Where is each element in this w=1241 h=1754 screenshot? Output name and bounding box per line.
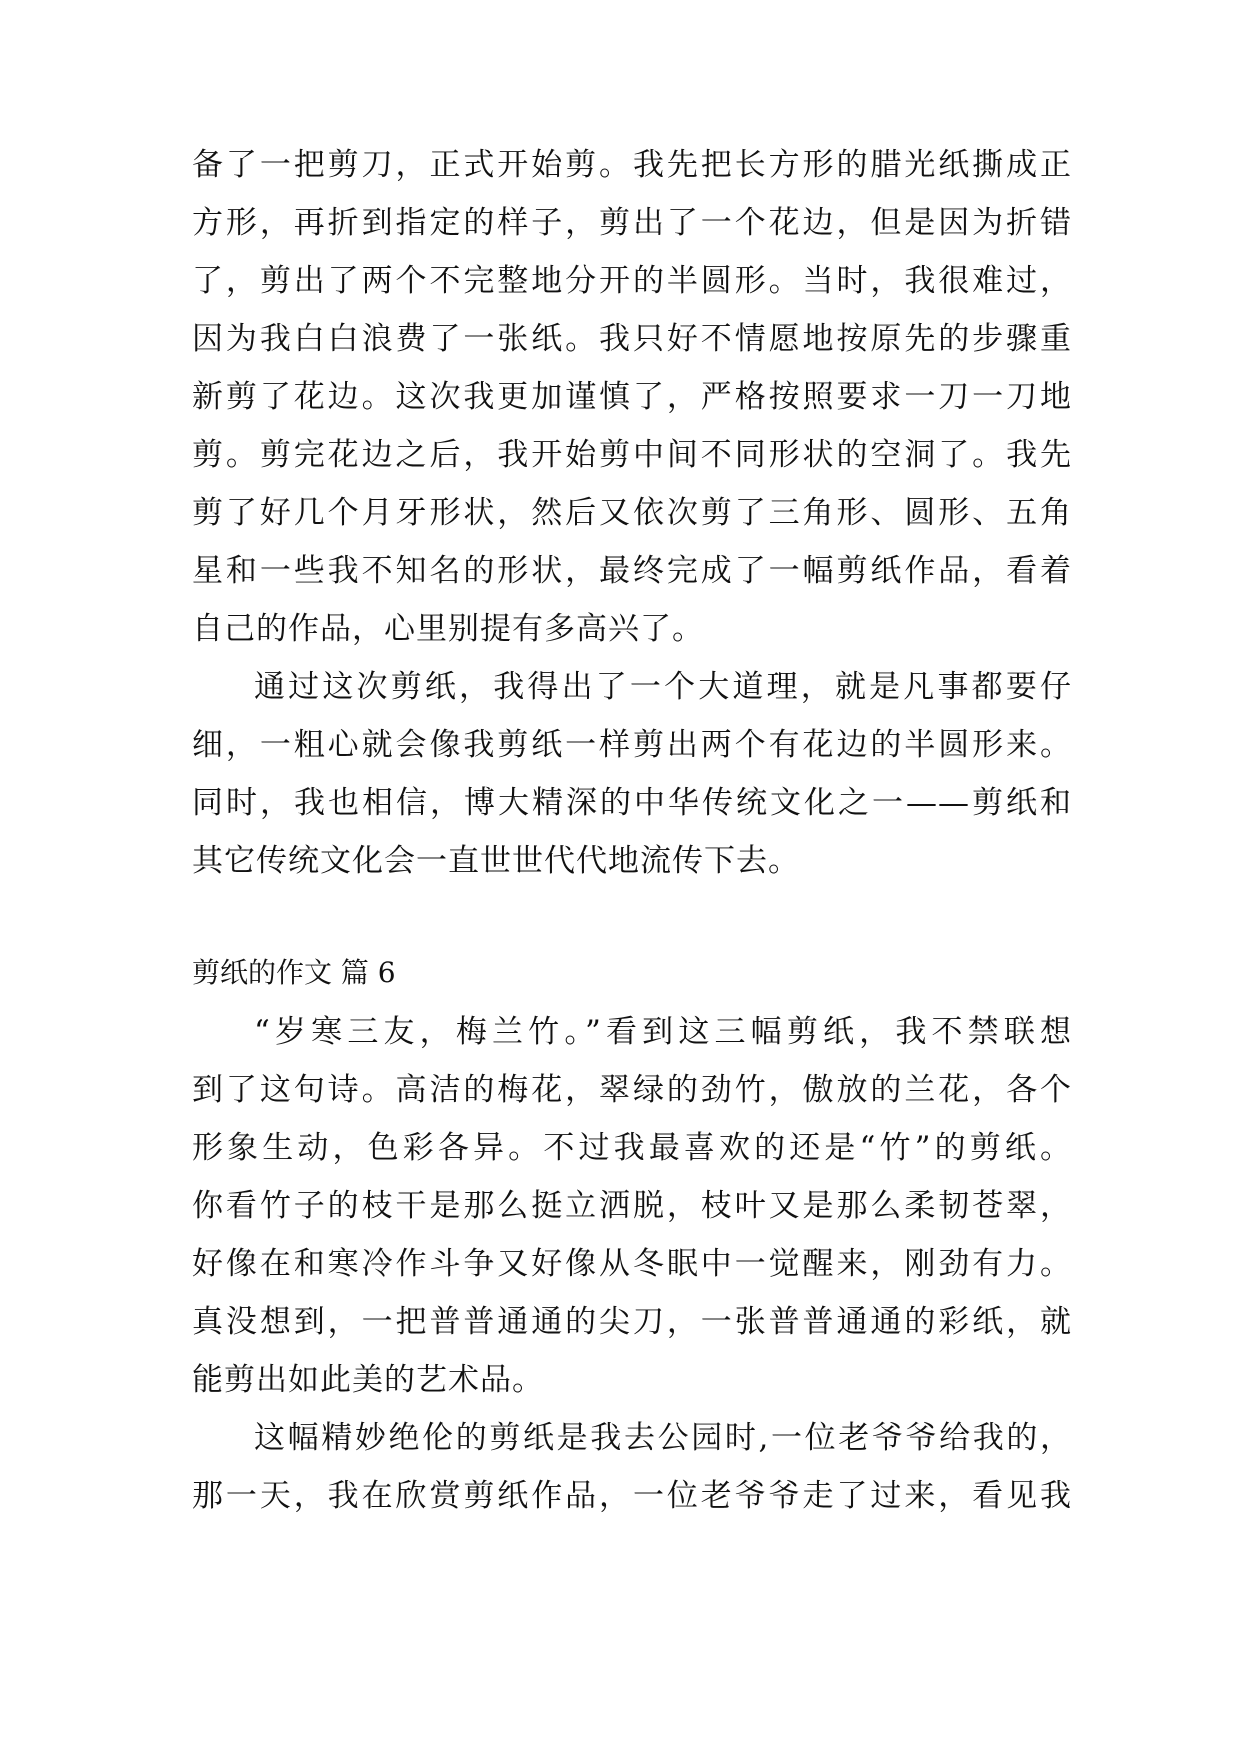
text-line: 星和一些我不知名的形状，最终完成了一幅剪纸作品，看着 — [192, 553, 1072, 589]
text-line: 形象生动，色彩各异。不过我最喜欢的还是“竹”的剪纸。 — [192, 1130, 1072, 1166]
text-line: 剪。剪完花边之后，我开始剪中间不同形状的空洞了。我先 — [192, 437, 1072, 473]
text-line: 到了这句诗。高洁的梅花，翠绿的劲竹，傲放的兰花，各个 — [192, 1072, 1072, 1108]
text-line: 通过这次剪纸，我得出了一个大道理，就是凡事都要仔 — [254, 669, 1072, 705]
text-line: 这幅精妙绝伦的剪纸是我去公园时,一位老爷爷给我的， — [254, 1420, 1072, 1456]
text-line: 了，剪出了两个不完整地分开的半圆形。当时，我很难过， — [192, 263, 1072, 299]
text-line: 能剪出如此美的艺术品。 — [192, 1362, 544, 1398]
text-line: 你看竹子的枝干是那么挺立洒脱，枝叶又是那么柔韧苍翠， — [192, 1188, 1072, 1224]
text-line: 其它传统文化会一直世世代代地流传下去。 — [192, 843, 800, 879]
text-line: “岁寒三友，梅兰竹。”看到这三幅剪纸，我不禁联想 — [254, 1014, 1072, 1050]
text-line: 方形，再折到指定的样子，剪出了一个花边，但是因为折错 — [192, 205, 1072, 241]
section-heading: 剪纸的作文 篇 6 — [192, 956, 396, 989]
text-line: 剪了好几个月牙形状，然后又依次剪了三角形、圆形、五角 — [192, 495, 1072, 531]
text-line: 那一天，我在欣赏剪纸作品，一位老爷爷走了过来，看见我 — [192, 1478, 1072, 1514]
text-line: 自己的作品，心里别提有多高兴了。 — [192, 611, 704, 647]
text-line: 细，一粗心就会像我剪纸一样剪出两个有花边的半圆形来。 — [192, 727, 1072, 763]
text-line: 真没想到，一把普普通通的尖刀，一张普普通通的彩纸，就 — [192, 1304, 1072, 1340]
text-line: 因为我白白浪费了一张纸。我只好不情愿地按原先的步骤重 — [192, 321, 1072, 357]
text-line: 好像在和寒冷作斗争又好像从冬眠中一觉醒来，刚劲有力。 — [192, 1246, 1072, 1282]
text-line: 新剪了花边。这次我更加谨慎了，严格按照要求一刀一刀地 — [192, 379, 1072, 415]
text-line: 同时，我也相信，博大精深的中华传统文化之一——剪纸和 — [192, 785, 1072, 821]
text-line: 备了一把剪刀，正式开始剪。我先把长方形的腊光纸撕成正 — [192, 147, 1072, 183]
